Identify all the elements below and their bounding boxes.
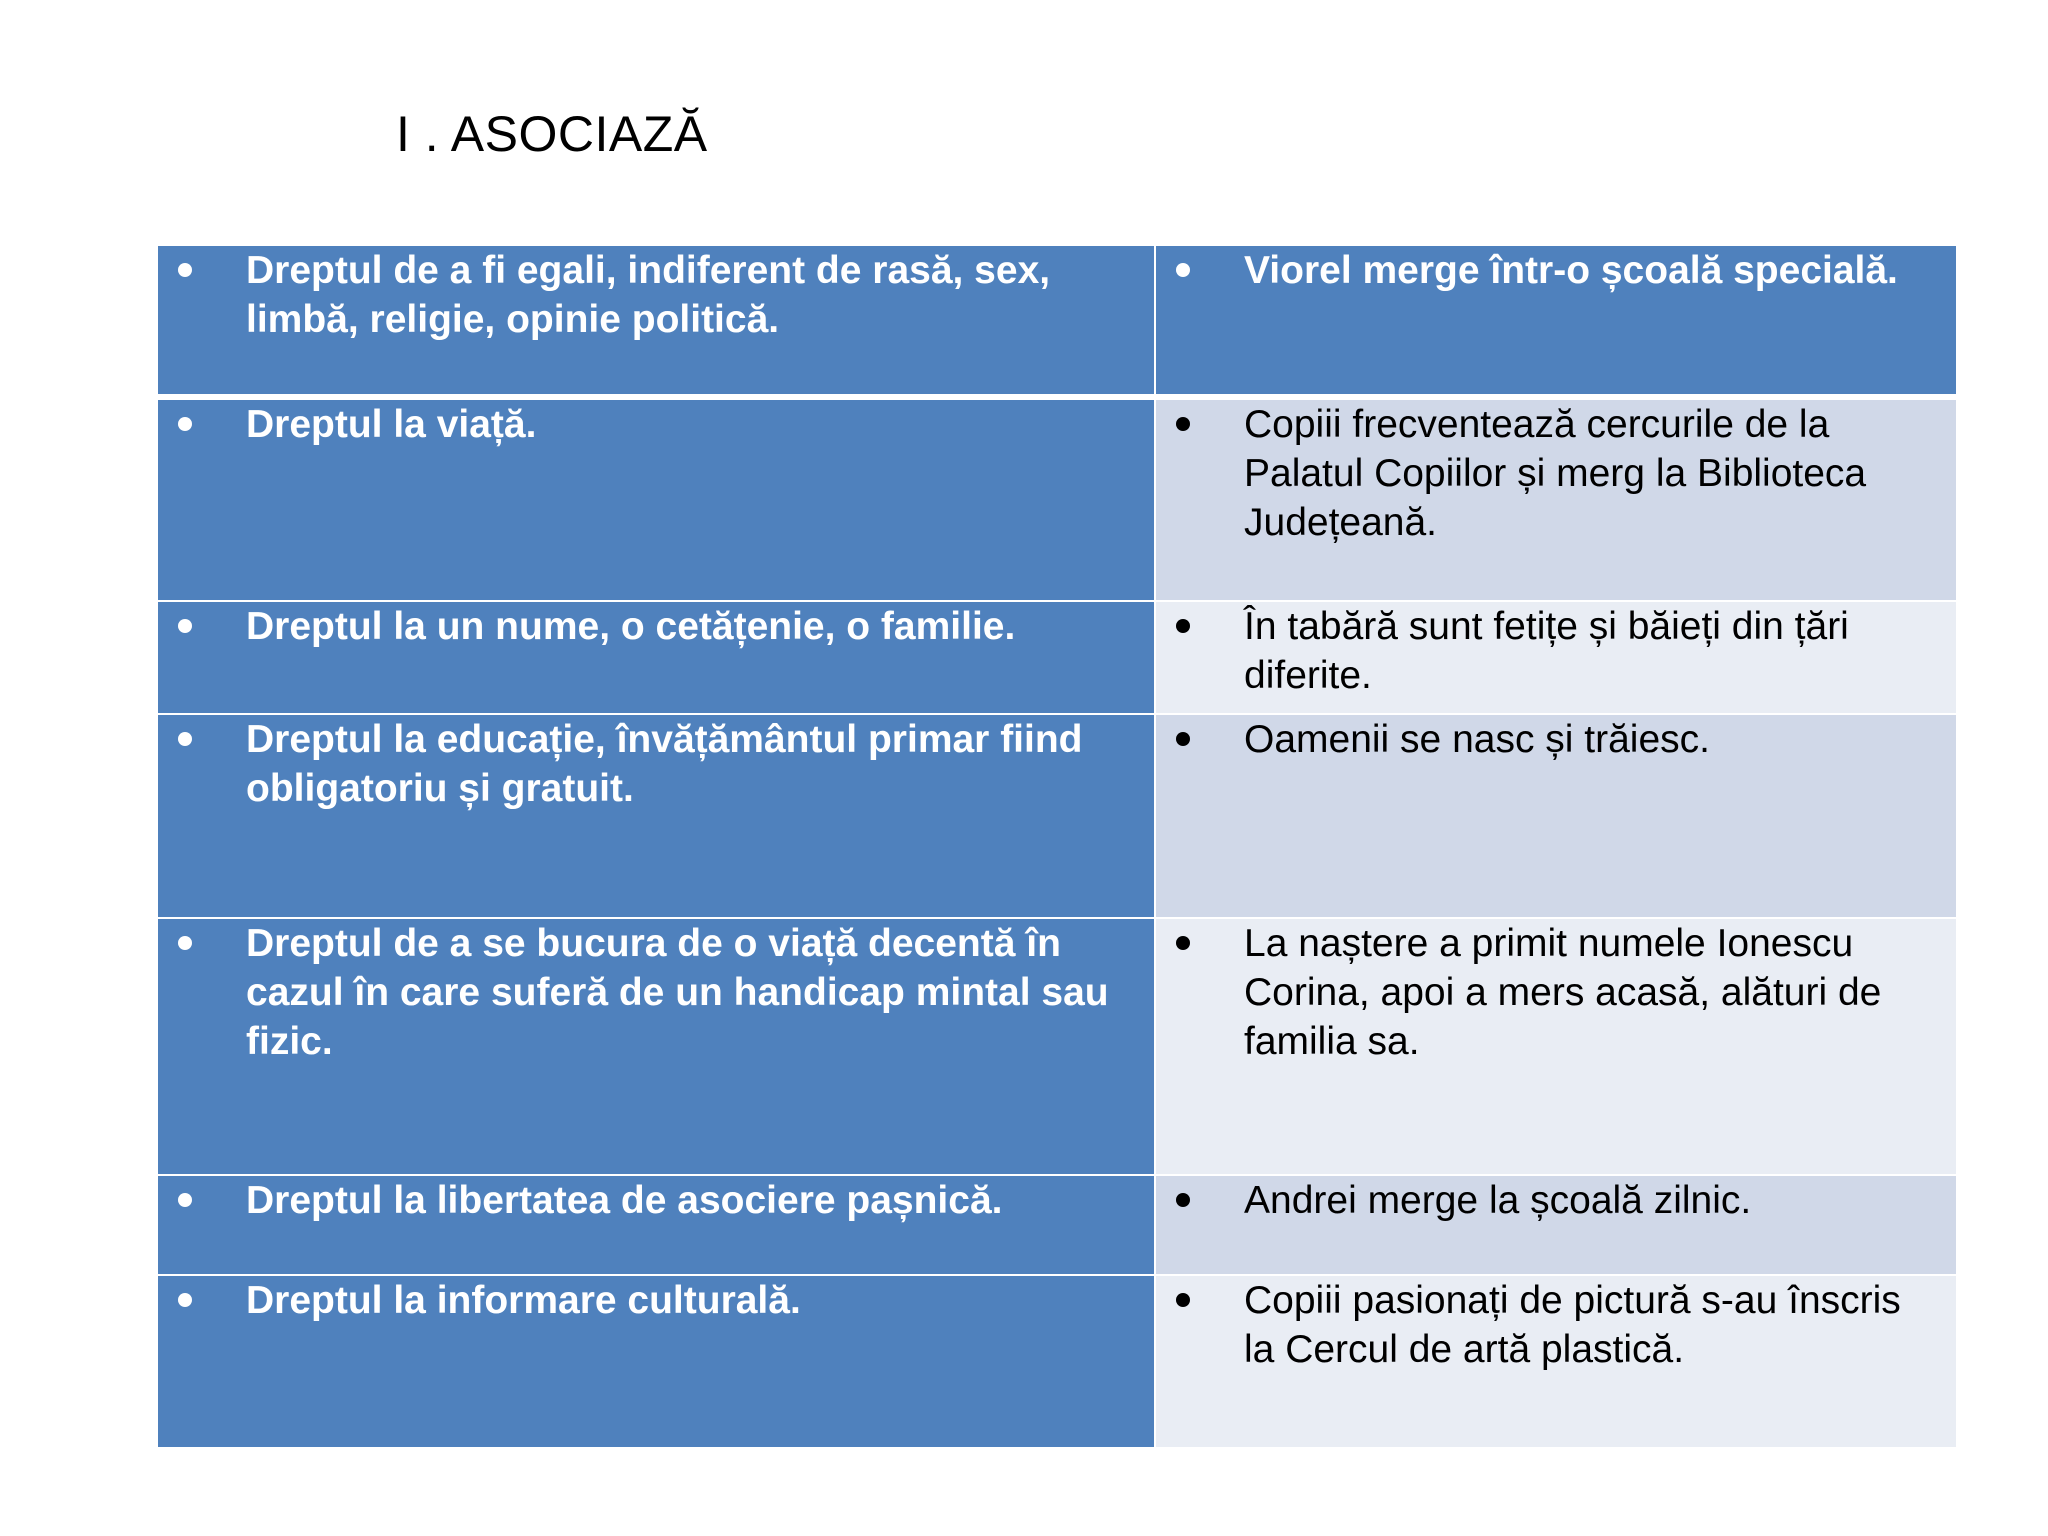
right-text: Dreptul la educație, învățământul primar fiind obligatoriu și gratuit. (246, 718, 1083, 810)
right-text: Dreptul la viață. (246, 403, 537, 446)
right-text: Dreptul la libertatea de asociere pașnică. (246, 1179, 1003, 1222)
table-row (157, 397, 1957, 601)
table-row (157, 1275, 1957, 1448)
slide-title: I . ASOCIAZĂ (396, 106, 708, 162)
bullet-icon (1176, 263, 1190, 277)
bullet-icon (178, 1293, 192, 1307)
right-cell (157, 601, 1155, 714)
bullet-icon (178, 732, 192, 746)
situation-cell (1155, 246, 1957, 397)
bullet-icon (178, 1193, 192, 1207)
bullet-icon (1176, 732, 1190, 746)
situation-cell (1155, 714, 1957, 918)
right-text: Dreptul de a fi egali, indiferent de rasă, sex, limbă, religie, opinie politică. (246, 249, 1051, 341)
bullet-icon (1176, 936, 1190, 950)
situation-text: Viorel merge într-o școală specială. (1244, 249, 1898, 292)
situation-cell (1155, 1175, 1957, 1275)
table-row (157, 601, 1957, 714)
bullet-icon (178, 619, 192, 633)
table-row (157, 918, 1957, 1175)
situation-text: În tabără sunt fetițe și băieți din țări diferite. (1244, 605, 1849, 697)
right-cell (157, 246, 1155, 397)
situation-cell (1155, 601, 1957, 714)
bullet-icon (1176, 1293, 1190, 1307)
bullet-icon (1176, 619, 1190, 633)
bullet-icon (1176, 1193, 1190, 1207)
right-cell (157, 397, 1155, 601)
situation-text: Andrei merge la școală zilnic. (1244, 1179, 1752, 1222)
right-text: Dreptul la informare culturală. (246, 1279, 801, 1322)
table-row (157, 714, 1957, 918)
bullet-icon (178, 417, 192, 431)
bullet-icon (178, 263, 192, 277)
situation-cell (1155, 397, 1957, 601)
situation-cell (1155, 1275, 1957, 1448)
situation-text: Copiii frecventează cercurile de la Palatul Copiilor și merg la Biblioteca Județeană. (1244, 403, 1867, 544)
table-row (157, 246, 1957, 397)
right-text: Dreptul la un nume, o cetățenie, o familie. (246, 605, 1016, 648)
situation-text: Copiii pasionați de pictură s-au înscris la Cercul de artă plastică. (1244, 1279, 1901, 1371)
bullet-icon (178, 936, 192, 950)
situation-text: Oamenii se nasc și trăiesc. (1244, 718, 1711, 761)
table-row (157, 1175, 1957, 1275)
situation-cell (1155, 918, 1957, 1175)
situation-text: La naștere a primit numele Ionescu Corina, apoi a mers acasă, alături de familia sa. (1244, 922, 1882, 1063)
right-cell (157, 1175, 1155, 1275)
bullet-icon (1176, 417, 1190, 431)
association-table (156, 246, 1958, 1449)
right-cell (157, 714, 1155, 918)
right-cell (157, 918, 1155, 1175)
right-text: Dreptul de a se bucura de o viață decentă în cazul în care suferă de un handicap mintal sau fizic. (246, 922, 1109, 1063)
right-cell (157, 1275, 1155, 1448)
